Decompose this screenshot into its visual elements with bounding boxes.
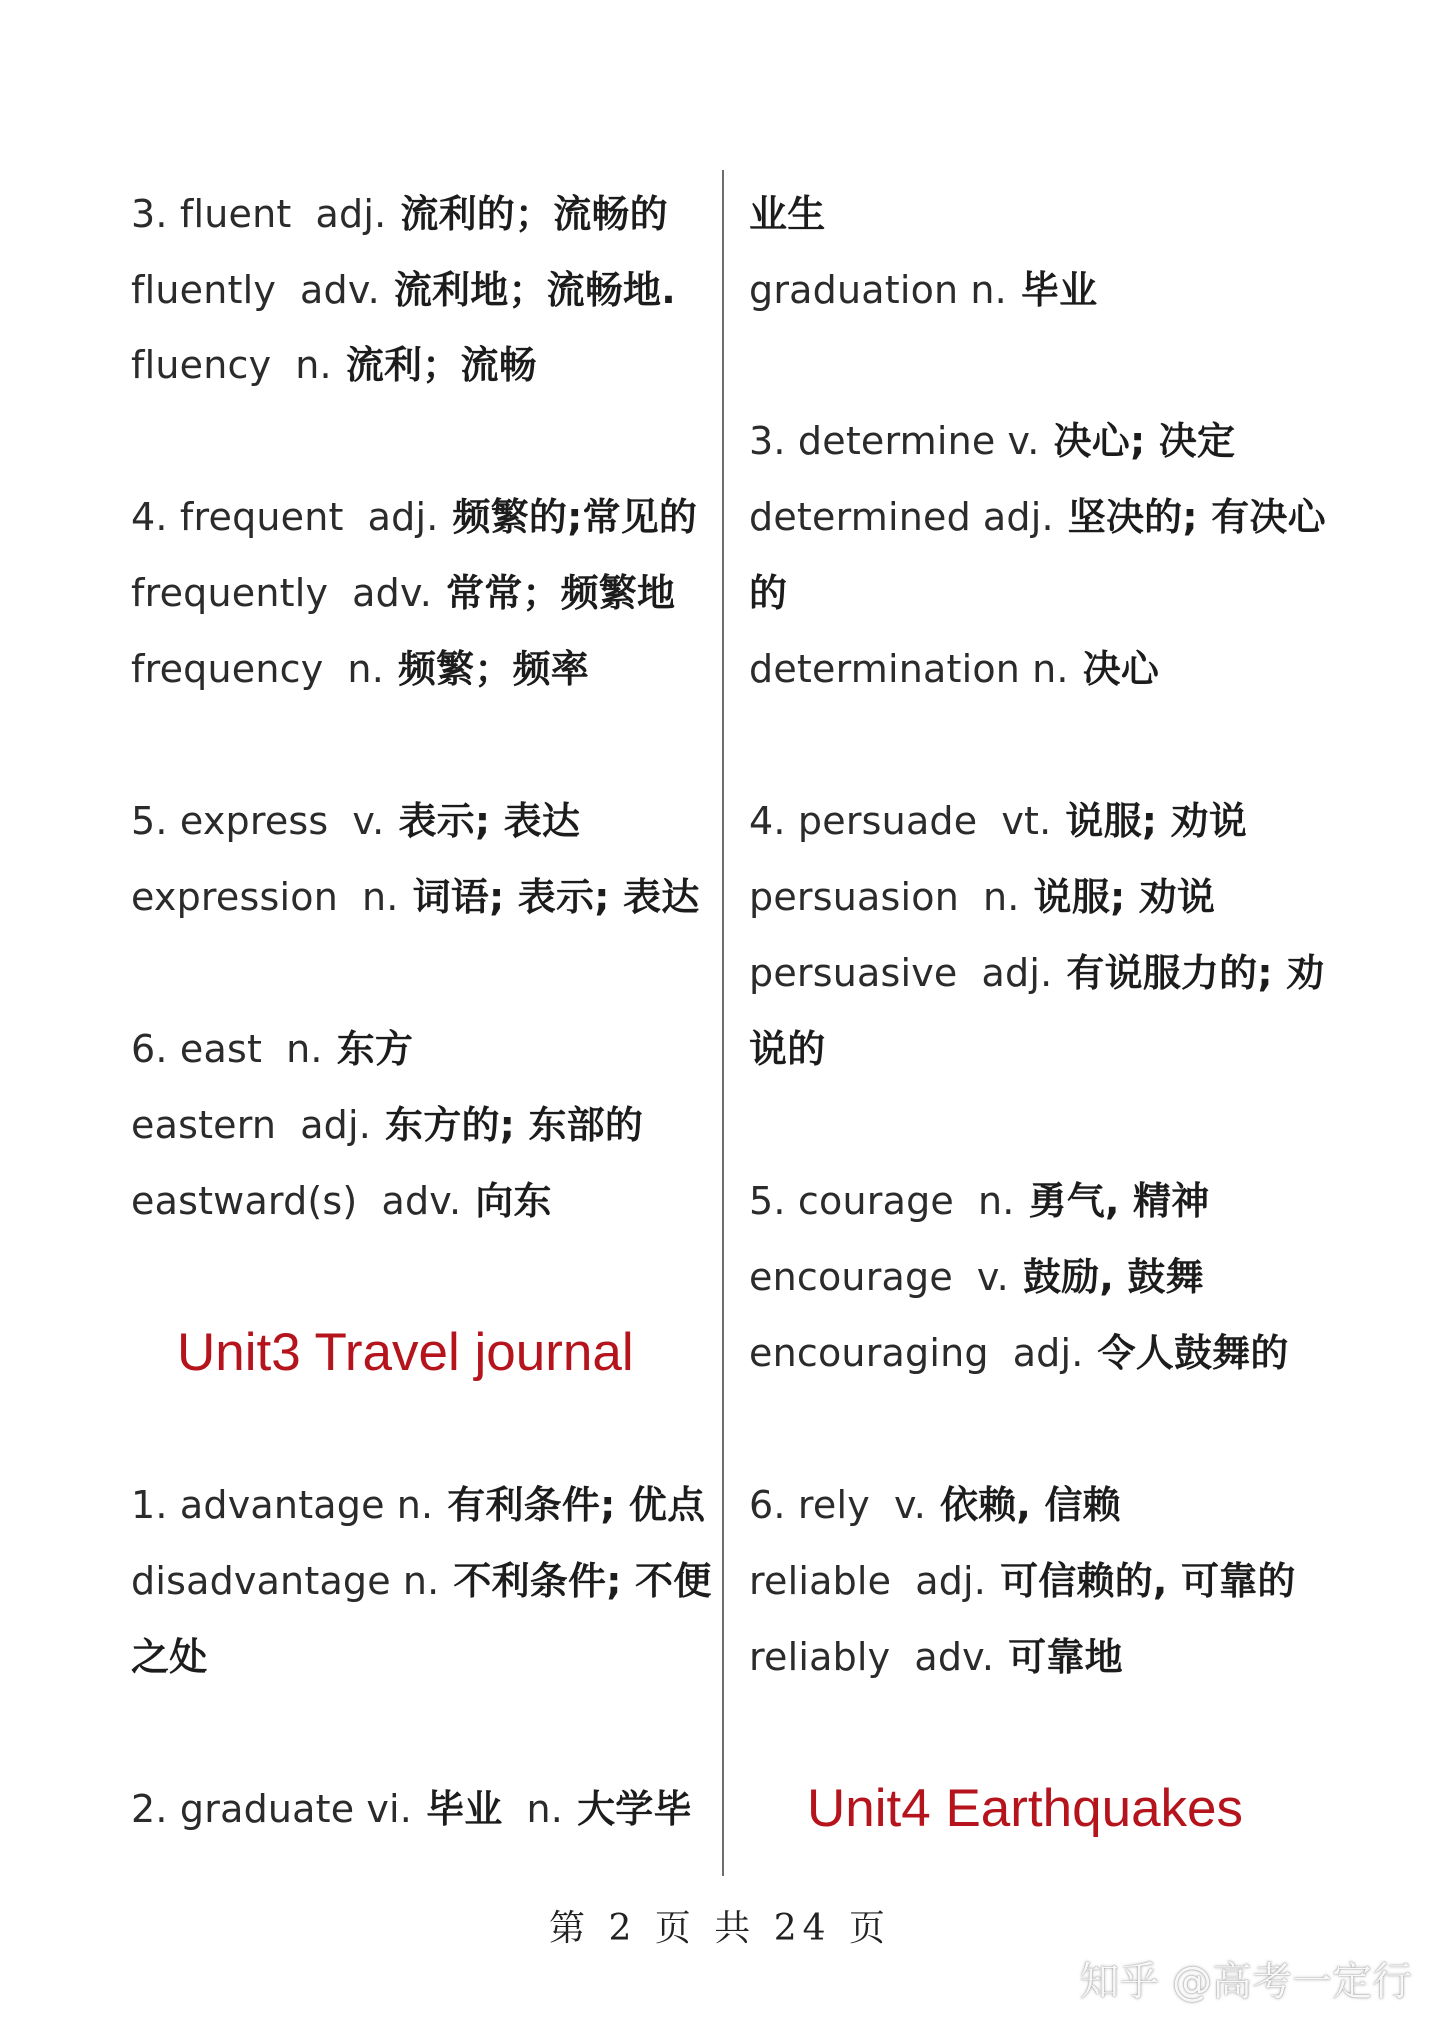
vocab-line — [749, 935, 1324, 1011]
vocab-line — [131, 1087, 643, 1163]
vocab-line-continued — [131, 1619, 207, 1695]
vocab-word: persuasion — [749, 875, 959, 919]
part-of-speech: adj. — [1012, 1331, 1084, 1375]
vocab-line — [749, 1543, 1296, 1619]
part-of-speech: adj. — [300, 1103, 372, 1147]
vocab-word: graduation — [749, 268, 959, 312]
chinese-meaning: 可靠地 — [1008, 1635, 1123, 1679]
vocab-word: frequently — [131, 571, 329, 615]
watermark: 知乎 @高考一定行 — [1079, 1959, 1412, 2005]
vocab-line — [131, 1543, 711, 1619]
part-of-speech: n. — [526, 1787, 564, 1831]
part-of-speech: n. — [982, 875, 1020, 919]
vocab-line — [749, 479, 1326, 555]
part-of-speech: v. — [1007, 419, 1040, 463]
chinese-meaning: 的 — [749, 571, 788, 615]
part-of-speech: n. — [1032, 647, 1069, 691]
vocab-line — [131, 1771, 692, 1847]
part-of-speech: adj. — [315, 192, 387, 236]
vocab-word: expression — [131, 875, 338, 919]
chinese-meaning: 之处 — [131, 1635, 208, 1679]
vocab-word: eastward(s) — [131, 1179, 358, 1223]
part-of-speech: n. — [286, 1027, 323, 1071]
part-of-speech: n. — [970, 268, 1007, 312]
chinese-meaning: 有说服力的; 劝 — [1066, 951, 1325, 995]
vocab-word: 6. east — [131, 1027, 263, 1071]
chinese-meaning: 大学毕 — [577, 1787, 692, 1831]
vocab-word: 4. persuade — [749, 799, 978, 843]
part-of-speech: vt. — [1001, 799, 1052, 843]
part-of-speech: n. — [977, 1179, 1015, 1223]
part-of-speech: v. — [352, 799, 385, 843]
vocab-word: encourage — [749, 1255, 953, 1299]
vocab-line — [131, 176, 668, 252]
chinese-meaning: 东方的; 东部的 — [385, 1103, 644, 1147]
vocab-line-continued — [749, 555, 787, 631]
chinese-meaning: 业生 — [749, 192, 826, 236]
vocab-line — [131, 479, 697, 555]
vocab-word: 5. express — [131, 799, 329, 843]
vocab-word: fluently — [131, 268, 277, 312]
vocab-word: encouraging — [749, 1331, 989, 1375]
vocab-line — [131, 859, 699, 935]
vocab-line — [749, 403, 1235, 479]
part-of-speech: v. — [976, 1255, 1009, 1299]
vocab-line — [749, 1163, 1209, 1239]
unit-heading: Unit4 Earthquakes — [807, 1779, 1244, 1838]
chinese-meaning: 毕业 — [1020, 268, 1098, 312]
vocab-word: determination — [749, 647, 1021, 691]
chinese-meaning: 表示; 表达 — [398, 799, 581, 843]
chinese-meaning: 依赖, 信赖 — [939, 1483, 1121, 1527]
vocab-line — [749, 1467, 1121, 1543]
chinese-meaning: 鼓励, 鼓舞 — [1022, 1255, 1204, 1299]
vocab-word: 3. fluent — [131, 192, 292, 236]
chinese-meaning: 向东 — [475, 1179, 552, 1223]
chinese-meaning: 词语; 表示; 表达 — [412, 875, 700, 919]
chinese-meaning: 不利条件; 不便 — [453, 1559, 712, 1603]
part-of-speech: n. — [347, 647, 384, 691]
vocab-word: frequency — [131, 647, 324, 691]
chinese-meaning: 毕业 — [426, 1787, 503, 1831]
vocab-word: determined — [749, 495, 971, 539]
vocab-word: 2. graduate — [131, 1787, 355, 1831]
vocab-line — [131, 555, 675, 631]
vocab-line — [131, 631, 589, 707]
vocab-line — [131, 1467, 705, 1543]
vocab-line-continued — [749, 1011, 825, 1087]
column-divider — [722, 170, 724, 1876]
vocab-line — [749, 1619, 1123, 1695]
unit-heading: Unit3 Travel journal — [177, 1323, 634, 1382]
vocab-word: 5. courage — [749, 1179, 954, 1223]
chinese-meaning: 说服; 劝说 — [1065, 799, 1248, 843]
vocab-line — [131, 252, 676, 328]
vocab-line-continued — [749, 176, 825, 252]
part-of-speech: n. — [396, 1483, 434, 1527]
chinese-meaning: 流利；流畅 — [345, 343, 537, 387]
chinese-meaning: 常常；频繁地 — [446, 571, 676, 615]
part-of-speech: adv. — [381, 1179, 462, 1223]
chinese-meaning: 流利的；流畅的 — [400, 192, 668, 236]
part-of-speech: adj. — [367, 495, 439, 539]
chinese-meaning: 说的 — [749, 1027, 826, 1071]
chinese-meaning: 说服; 劝说 — [1033, 875, 1216, 919]
vocab-line — [749, 859, 1215, 935]
part-of-speech: adj. — [915, 1559, 987, 1603]
vocab-line — [749, 1315, 1289, 1391]
vocab-line — [749, 631, 1159, 707]
vocab-line — [749, 252, 1097, 328]
chinese-meaning: 频繁的;常见的 — [452, 495, 698, 539]
chinese-meaning: 决心; 决定 — [1053, 419, 1236, 463]
vocab-line — [131, 1011, 413, 1087]
vocab-word: 6. rely — [749, 1483, 870, 1527]
chinese-meaning: 坚决的; 有决心 — [1067, 495, 1326, 539]
vocab-line — [131, 1163, 552, 1239]
chinese-meaning: 可信赖的, 可靠的 — [1000, 1559, 1296, 1603]
part-of-speech: adv. — [914, 1635, 995, 1679]
chinese-meaning: 频繁；频率 — [397, 647, 589, 691]
vocab-word: 3. determine — [749, 419, 996, 463]
part-of-speech: n. — [402, 1559, 440, 1603]
vocab-word: fluency — [131, 343, 272, 387]
vocab-line — [131, 327, 537, 403]
vocab-word: reliably — [749, 1635, 891, 1679]
vocab-line — [749, 1239, 1204, 1315]
chinese-meaning: 东方 — [336, 1027, 414, 1071]
vocab-line — [131, 783, 580, 859]
chinese-meaning: 决心 — [1082, 647, 1160, 691]
vocab-word: persuasive — [749, 951, 958, 995]
part-of-speech: adv. — [352, 571, 432, 615]
page-number: 第 2 页 共 24 页 — [549, 1908, 891, 1949]
part-of-speech: n. — [295, 343, 332, 387]
part-of-speech: vi. — [366, 1787, 413, 1831]
vocab-word: disadvantage — [131, 1559, 391, 1603]
chinese-meaning: 有利条件; 优点 — [447, 1483, 706, 1527]
vocab-line — [749, 783, 1247, 859]
vocab-word: 1. advantage — [131, 1483, 385, 1527]
part-of-speech: v. — [893, 1483, 926, 1527]
vocab-word: reliable — [749, 1559, 892, 1603]
part-of-speech: adv. — [300, 268, 380, 312]
vocab-word: eastern — [131, 1103, 277, 1147]
chinese-meaning: 令人鼓舞的 — [1097, 1331, 1289, 1375]
part-of-speech: n. — [361, 875, 399, 919]
part-of-speech: adj. — [981, 951, 1053, 995]
part-of-speech: adj. — [982, 495, 1054, 539]
chinese-meaning: 勇气, 精神 — [1028, 1179, 1210, 1223]
vocab-word: 4. frequent — [131, 495, 344, 539]
chinese-meaning: 流利地；流畅地. — [393, 268, 676, 312]
